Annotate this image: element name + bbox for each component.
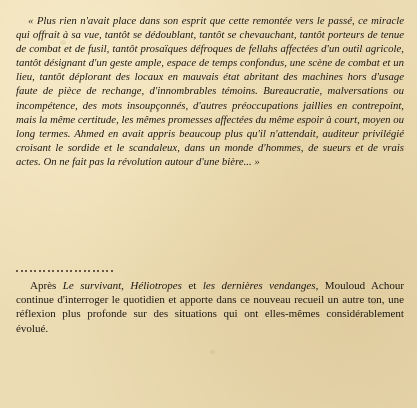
book-title-survivant: Le survivant [62,280,122,292]
book-title-vendanges: les dernières vendanges [202,280,316,292]
summary-separator: , [121,280,131,292]
dotted-separator [16,270,126,274]
summary-body: , Mouloud Achour continue d'interroger le quotidien et apporte dans ce nouveau recueil un autre ton, une réflexion plus profonde sur des situations qui ont elles-mêmes considérablement évolué. [16,280,404,335]
book-summary [16,279,404,336]
paper-stain [210,350,215,354]
excerpt-quote: « Plus rien n'avait place dans son esprit que cette remontée vers le passé, ce miracle qui offrait à sa vue, tantôt se dédoublant, tantôt se chevauchant, tantôt porteurs de tenue de combat et de fusil, tantôt prosaïques défroques de fellahs affectées d'un outil agricole, tantôt désignant d'un geste ample, espace de temps confondus, une scène de combat et un lieu, tantôt déplorant des locaux en mauvais état abritant des machines hors d'usage faute de pièce de rechange, d'innombrables témoins. Bureaucratie, malversations ou incompétence, des mots insoupçonnés, d'autres préoccupations jaillies en contrepoint, mais la même certitude, les mêmes promesses affectées du même espoir à court, moyen ou long termes. Ahmed en avait appris beaucoup plus qu'il n'attendait, auditeur privilégié croisant le sordide et le scandaleux, dans un monde d'hommes, de sueurs et de vrais actes. On ne fait pas la révolution autour d'une bière... » [16,15,404,168]
book-title-heliotropes: Héliotropes [130,280,182,292]
summary-separator: et [181,280,203,292]
summary-intro: Après [30,280,63,292]
